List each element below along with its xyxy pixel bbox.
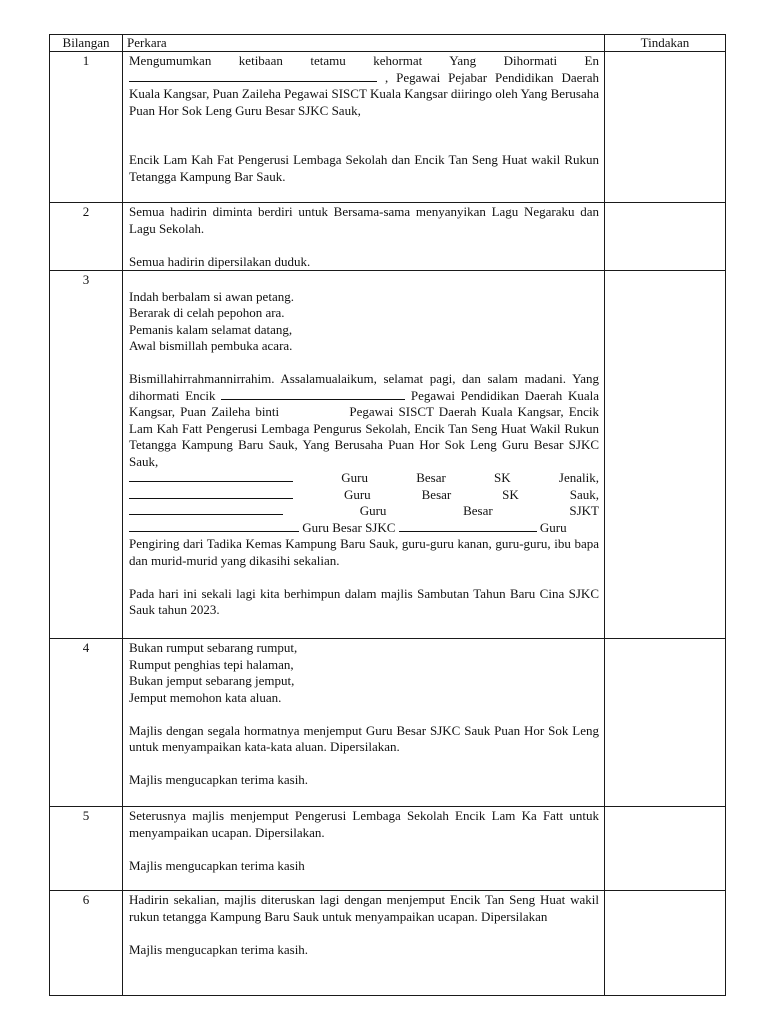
row-perkara <box>123 271 605 639</box>
table-row <box>50 271 726 639</box>
row-number: 2 <box>50 203 123 271</box>
blank-line-row: Guru Besar SK Jenalik, <box>129 470 599 487</box>
pantun-line: Pemanis kalam selamat datang, <box>129 321 293 337</box>
row-number: 1 <box>50 52 123 203</box>
blank-line <box>129 503 283 515</box>
blank-line <box>129 70 377 82</box>
paragraph: Mengumumkan ketibaan tetamu kehormat Yang Dihormati En , Pegawai Pejabar Pendidikan Daerah Kuala Kangsar, Puan Zaileha Pegawai SISCT Kuala Kangsar diiringo oleh Yang Berusaha Puan Hor Sok Leng Guru Besar SJKC Sauk, <box>129 53 600 118</box>
row-perkara <box>123 639 605 807</box>
paragraph: Majlis dengan segala hormatnya menjemput Guru Besar SJKC Sauk Puan Hor Sok Leng untuk menyampaikan kata-kata aluan. Dipersilakan. <box>129 722 599 754</box>
pantun-line: Rumput penghias tepi halaman, <box>129 656 294 672</box>
table-row <box>50 891 726 996</box>
row-tindakan <box>605 891 726 996</box>
header-bilangan: Bilangan <box>50 35 123 52</box>
paragraph: Bismillahirrahmannirrahim. Assalamualaikum, selamat pagi, dan salam madani. Yang dihormati Encik Pegawai Pendidikan Daerah Kuala Kangsar, Puan Zaileha binti Pegawai SISCT Daerah Kuala Kangsar, Encik Lam Kah Fatt Pengerusi Lembaga Pengurus Sekolah, Encik Tan Seng Huat Wakil Rukun Tetangga Kampung Baru Sauk, Yang Berusaha Puan Hor Sok Leng Guru Besar SJKC Sauk, <box>129 371 600 469</box>
paragraph: Seterusnya majlis menjemput Pengerusi Lembaga Sekolah Encik Lam Ka Fatt untuk menyampaikan ucapan. Dipersilakan. <box>129 808 599 840</box>
paragraph: Semua hadirin diminta berdiri untuk Bersama-sama menyanyikan Lagu Negaraku dan Lagu Sekolah. <box>129 204 599 236</box>
table-row <box>50 52 726 203</box>
blank-line-row: Guru Besar SJKC Guru <box>129 520 599 537</box>
pantun-line: Indah berbalam si awan petang. <box>129 288 294 304</box>
blank-line <box>129 520 299 532</box>
table-row <box>50 639 726 807</box>
row-tindakan <box>605 203 726 271</box>
row-perkara <box>123 52 605 203</box>
blank-line-row: Guru Besar SK Sauk, <box>129 487 599 504</box>
pantun-line: Jemput memohon kata aluan. <box>129 689 282 705</box>
header-tindakan: Tindakan <box>605 35 726 52</box>
blank-line <box>399 520 537 532</box>
header-perkara: Perkara <box>123 35 605 52</box>
header-row <box>50 35 726 52</box>
row-tindakan <box>605 271 726 639</box>
pantun-line: Bukan jemput sebarang jemput, <box>129 673 295 688</box>
row-tindakan <box>605 807 726 891</box>
blank-line <box>284 404 344 416</box>
pantun-line: Berarak di celah pepohon ara. <box>129 305 285 320</box>
table-row <box>50 203 726 271</box>
paragraph: Hadirin sekalian, majlis diteruskan lagi dengan menjemput Encik Tan Seng Huat wakil rukun tetangga Kampung Baru Sauk untuk menyampaikan ucapan. Dipersilakan <box>129 892 599 924</box>
row-perkara <box>123 807 605 891</box>
blank-line <box>129 487 293 499</box>
table-row <box>50 807 726 891</box>
pantun-line: Awal bismillah pembuka acara. <box>129 338 293 353</box>
blank-line <box>129 470 293 482</box>
row-number: 4 <box>50 639 123 807</box>
row-perkara <box>123 891 605 996</box>
row-number: 5 <box>50 807 123 891</box>
row-number: 6 <box>50 891 123 996</box>
blank-line-row: Guru Besar SJKT <box>129 503 599 520</box>
paragraph: Pengiring dari Tadika Kemas Kampung Baru Sauk, guru-guru kanan, guru-guru, ibu bapa dan murid-murid yang dikasihi sekalian. <box>129 536 599 568</box>
row-tindakan <box>605 52 726 203</box>
paragraph: Majlis mengucapkan terima kasih. <box>129 941 309 957</box>
agenda-table <box>49 34 726 996</box>
row-tindakan <box>605 639 726 807</box>
paragraph: Pada hari ini sekali lagi kita berhimpun dalam majlis Sambutan Tahun Baru Cina SJKC Sauk tahun 2023. <box>129 585 599 617</box>
paragraph: Majlis mengucapkan terima kasih <box>129 857 305 873</box>
row-perkara <box>123 203 605 271</box>
paragraph: Semua hadirin dipersilakan duduk. <box>129 253 311 269</box>
pantun-line: Bukan rumput sebarang rumput, <box>129 640 298 655</box>
paragraph: Encik Lam Kah Fat Pengerusi Lembaga Sekolah dan Encik Tan Seng Huat wakil Rukun Tetangga Kampung Bar Sauk. <box>129 152 599 184</box>
row-number: 3 <box>50 271 123 639</box>
blank-line <box>221 388 405 400</box>
paragraph: Majlis mengucapkan terima kasih. <box>129 772 309 787</box>
